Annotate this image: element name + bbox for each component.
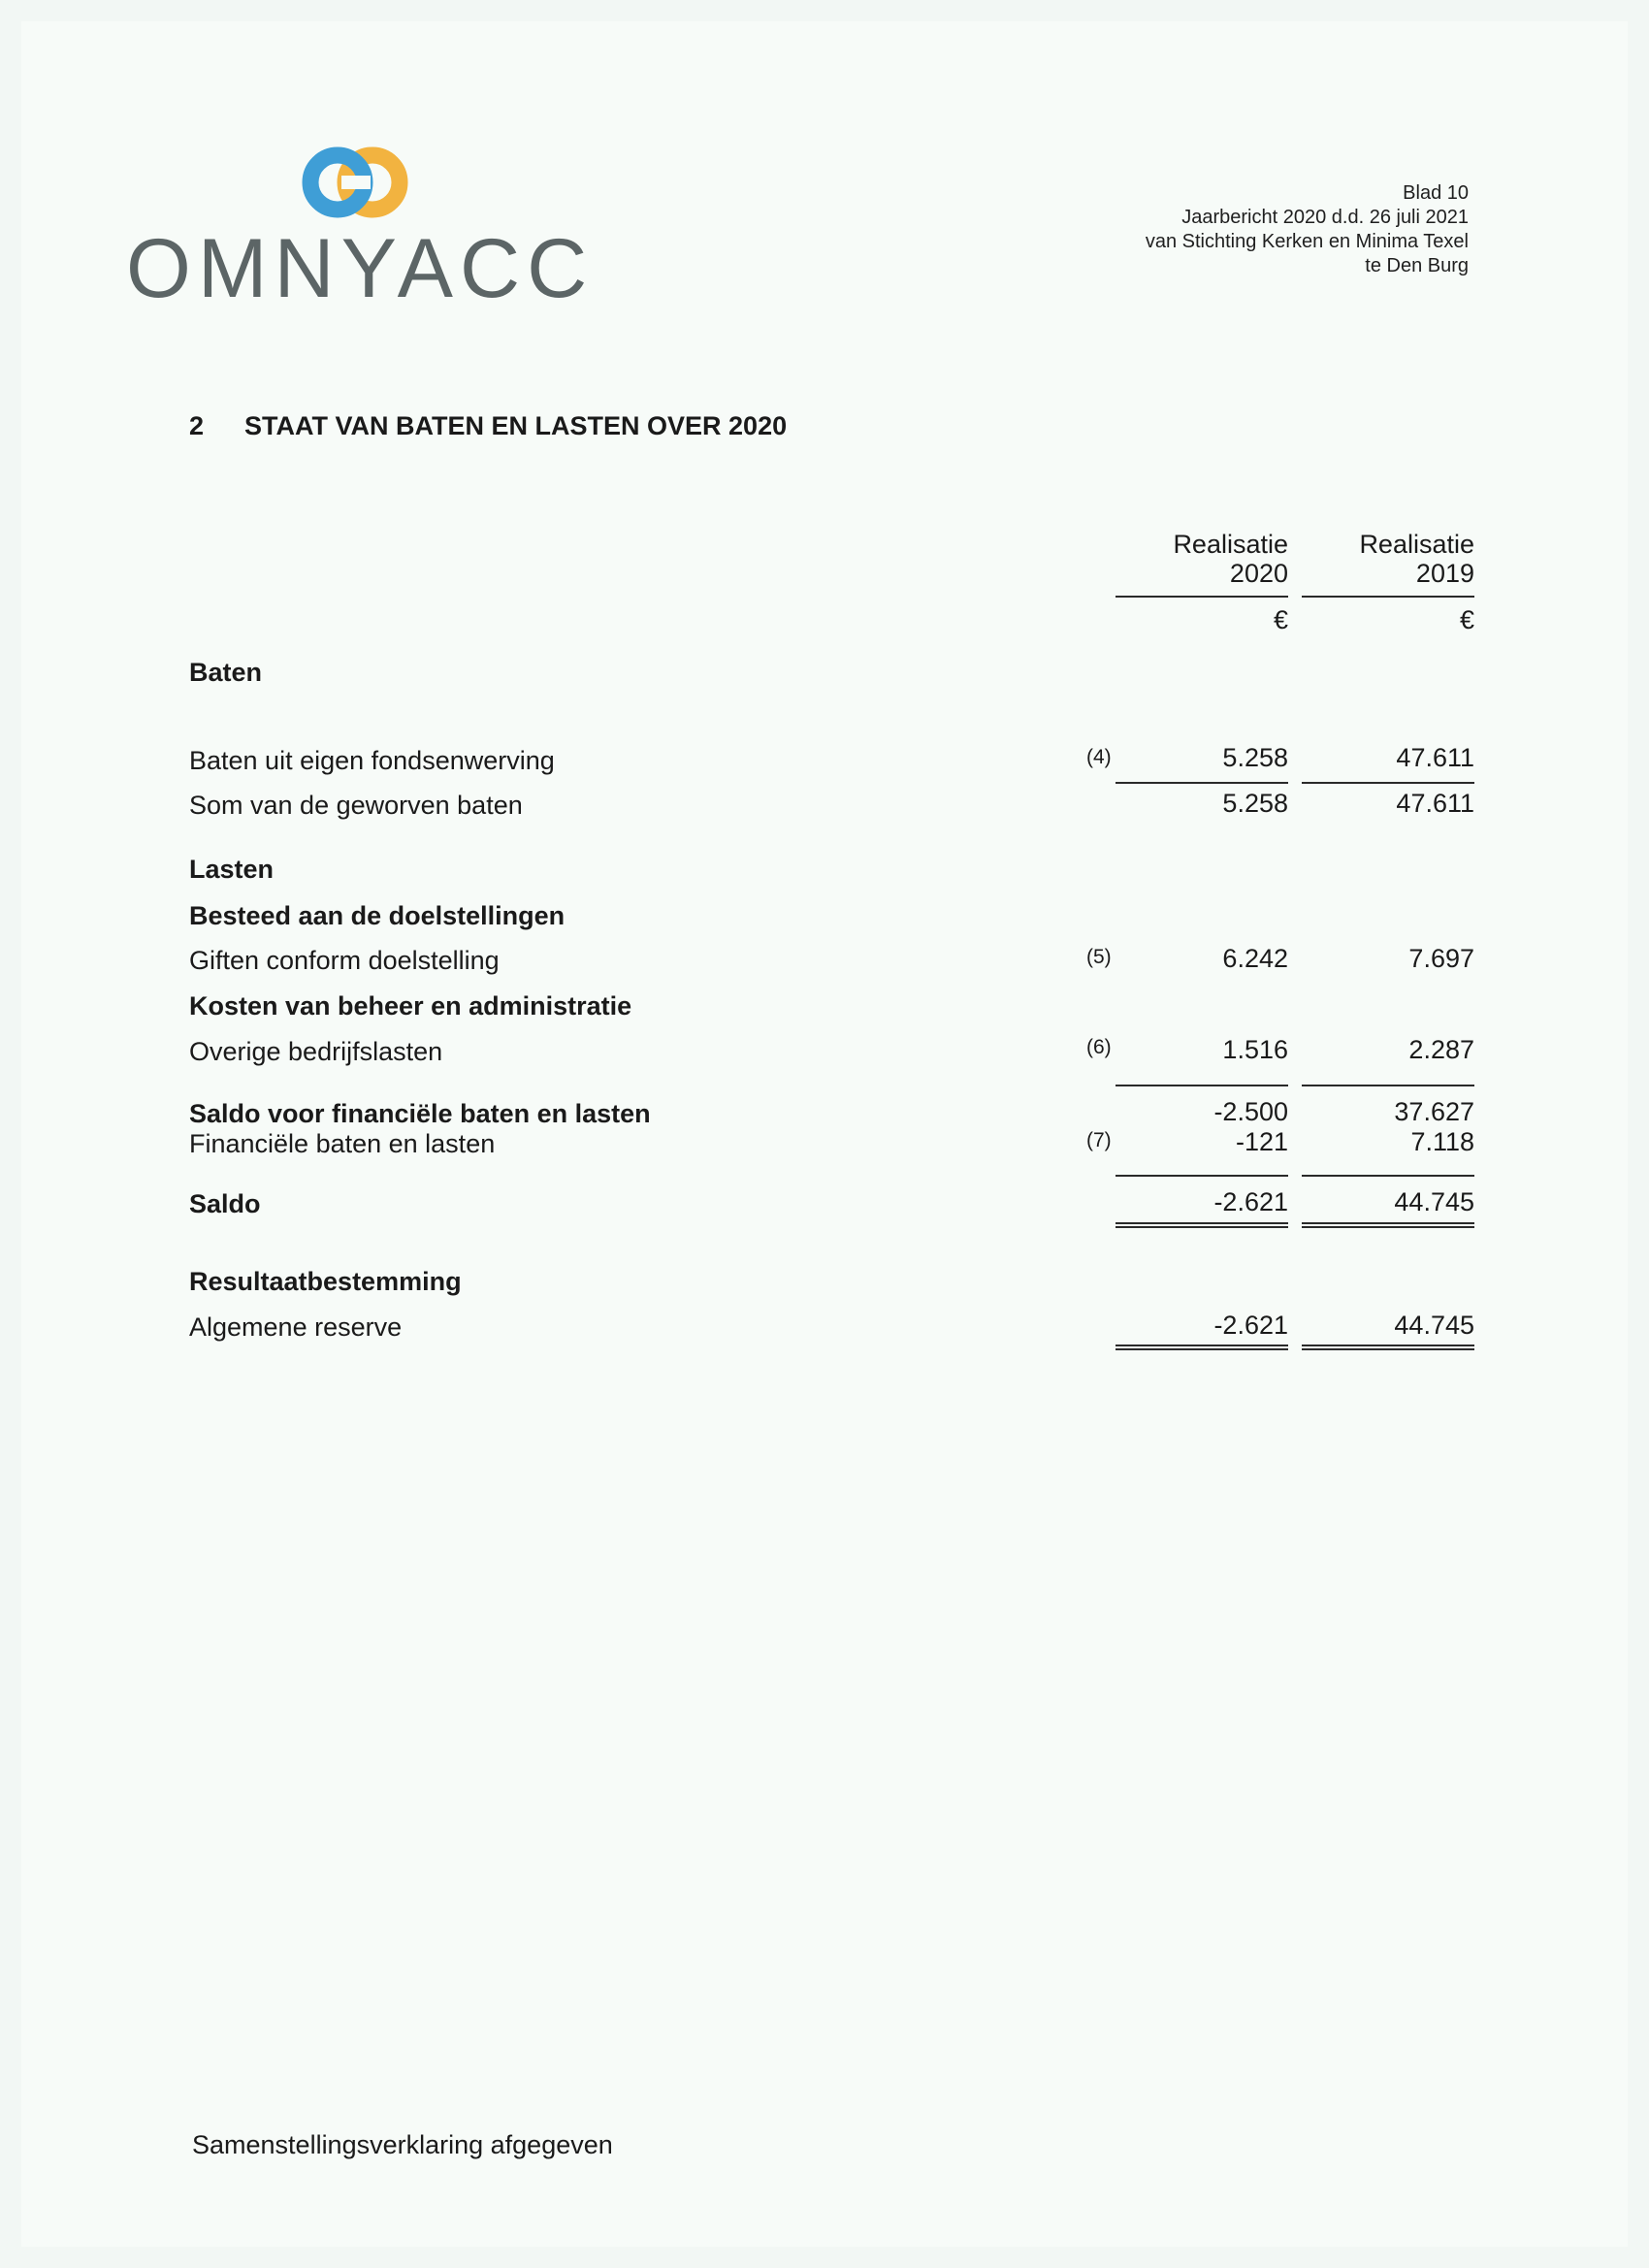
row-label: Baten uit eigen fondsenwerving xyxy=(189,746,555,775)
total-double-rule xyxy=(1116,1222,1288,1228)
column-header-2019 xyxy=(1302,530,1474,588)
section-heading: STAAT VAN BATEN EN LASTEN OVER 2020 xyxy=(244,411,788,440)
report-title: Jaarbericht 2020 d.d. 26 juli 2021 xyxy=(1181,207,1469,228)
organization-name: van Stichting Kerken en Minima Texel xyxy=(1145,231,1469,252)
lasten-heading: Lasten xyxy=(189,855,275,884)
omnyacc-logo xyxy=(126,144,595,318)
omnyacc-logo-icon xyxy=(293,144,419,221)
note-reference: (7) xyxy=(1086,1129,1112,1151)
value-2019: 47.611 xyxy=(1396,743,1474,772)
column-label: Realisatie xyxy=(1359,530,1474,559)
column-header-2020 xyxy=(1116,530,1288,588)
value-2019: 2.287 xyxy=(1408,1035,1474,1064)
value-2020: 5.258 xyxy=(1222,743,1288,772)
subtotal-rule xyxy=(1116,782,1288,784)
column-year: 2019 xyxy=(1415,559,1474,588)
value-2019: 44.745 xyxy=(1394,1187,1474,1216)
organization-location: te Den Burg xyxy=(1365,255,1469,276)
subtotal-rule xyxy=(1302,782,1474,784)
column-label: Realisatie xyxy=(1173,530,1288,559)
value-2019: 7.118 xyxy=(1410,1127,1474,1156)
column-year: 2020 xyxy=(1229,559,1288,588)
subtotal-rule xyxy=(1302,1175,1474,1177)
note-reference: (6) xyxy=(1086,1036,1112,1058)
row-label: Giften conform doelstelling xyxy=(189,946,500,975)
value-2020: -2.621 xyxy=(1213,1187,1288,1216)
header-rule xyxy=(1302,596,1474,598)
baten-heading: Baten xyxy=(189,658,263,687)
report-header xyxy=(1146,181,1469,278)
row-label: Som van de geworven baten xyxy=(189,791,523,820)
subtotal-rule xyxy=(1302,1085,1474,1086)
subtotal-rule xyxy=(1116,1175,1288,1177)
row-label: Saldo voor financiële baten en lasten xyxy=(189,1099,651,1128)
logo-wordmark: OMNYACC xyxy=(126,222,595,315)
row-label: Saldo xyxy=(189,1189,261,1218)
section-title xyxy=(189,411,787,441)
resultaat-heading: Resultaatbestemming xyxy=(189,1267,462,1296)
value-2020: -2.621 xyxy=(1213,1311,1288,1340)
total-double-rule xyxy=(1116,1345,1288,1350)
value-2020: 5.258 xyxy=(1222,789,1288,818)
value-2020: 6.242 xyxy=(1222,944,1288,973)
note-reference: (4) xyxy=(1086,746,1112,768)
value-2019: 7.697 xyxy=(1408,944,1474,973)
row-label: Financiële baten en lasten xyxy=(189,1129,496,1158)
value-2020: -2.500 xyxy=(1213,1097,1288,1126)
subtotal-rule xyxy=(1116,1085,1288,1086)
value-2020: 1.516 xyxy=(1222,1035,1288,1064)
besteed-heading: Besteed aan de doelstellingen xyxy=(189,901,566,930)
header-rule xyxy=(1116,596,1288,598)
value-2019: 37.627 xyxy=(1394,1097,1474,1126)
note-reference: (5) xyxy=(1086,946,1112,968)
value-2019: 47.611 xyxy=(1396,789,1474,818)
total-double-rule xyxy=(1302,1222,1474,1228)
page-number: Blad 10 xyxy=(1403,182,1469,204)
value-2019: 44.745 xyxy=(1394,1311,1474,1340)
row-label: Overige bedrijfslasten xyxy=(189,1037,443,1066)
total-double-rule xyxy=(1302,1345,1474,1350)
row-label: Algemene reserve xyxy=(189,1312,403,1342)
compilation-statement: Samenstellingsverklaring afgegeven xyxy=(192,2130,613,2159)
currency-2019: € xyxy=(1459,605,1474,634)
kosten-heading: Kosten van beheer en administratie xyxy=(189,991,632,1021)
currency-2020: € xyxy=(1273,605,1288,634)
section-number: 2 xyxy=(189,411,205,440)
value-2020: -121 xyxy=(1235,1127,1288,1156)
